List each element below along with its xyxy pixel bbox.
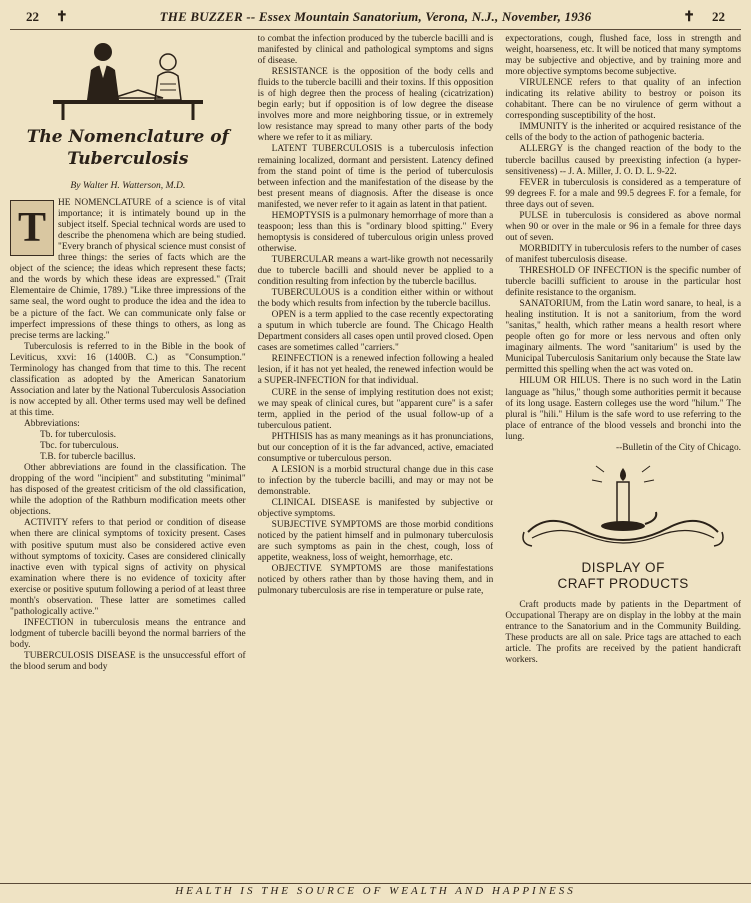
paragraph: Other abbreviations are found in the classification. The dropping of the word "incipient" and substituting "minimal" has disposed of the greatest criticism of the old classification, while the adoption of the Rathburn modification meets other objections.	[10, 463, 246, 518]
page-number-left: 22	[26, 9, 39, 24]
article-intro	[10, 198, 246, 342]
page-header	[10, 6, 741, 30]
cross-icon: ✝	[683, 9, 695, 25]
page-footer-motto: HEALTH IS THE SOURCE OF WEALTH AND HAPPINESS	[0, 883, 751, 901]
paragraph: IMMUNITY is the inherited or acquired resistance of the cells of the body to the action of pathogenic bacteria.	[505, 122, 742, 144]
publication-title: THE BUZZER -- Essex Mountain Sanatorium, Verona, N.J., November, 1936	[159, 9, 592, 24]
paragraph: SUBJECTIVE SYMPTOMS are those morbid conditions noticed by the patient himself and in pulmonary tuberculosis are such symptoms as pain in the chest, cough, loss of appetite, weakness, loss of weight, hemorrhage, etc.	[257, 520, 494, 564]
article-byline: By Walter H. Watterson, M.D.	[70, 180, 186, 191]
paragraph: SANATORIUM, from the Latin word sanare, to heal, is a healing institution. It is not a sanitorium, from the word "sanitas," health, which rather means a health resort where people often go for more or less nervous and often only imaginary ailments. The word "sanitarium" is used by the Municipal Tuberculosis Sanitarium only because the State law permitted this spelling when the act was voted on.	[505, 299, 742, 376]
paragraph: Craft products made by patients in the Department of Occupational Therapy are on display in the lobby at the main entrance to the Sanatorium and in the Community Building. These products are all on sale. Price tags are attached to each article. The profits are received by the patient handicraft workers.	[505, 599, 742, 666]
article-columns	[10, 34, 741, 880]
paragraph: to combat the infection produced by the tubercle bacilli and is manifested by clinical and pathological symptoms and signs of disease.	[257, 34, 494, 67]
doctor-patient-illustration	[10, 34, 246, 122]
paragraph: RESISTANCE is the opposition of the body cells and fluids to the tubercle bacilli and their toxins. If this opposition is of high degree then the process of healing (cicatrization) begin early; but if opposition is of low degree the disease involves more and more neighboring tissue, or in extremely low resistance may spread to many other parts of the body where we refer to it as miliary.	[257, 67, 494, 144]
paragraph: FEVER in tuberculosis is considered as a temperature of 99 degrees F. for a male and 99.5 degrees F. for a female, for three days out of seven.	[505, 177, 742, 210]
page-number-right: 22	[712, 9, 725, 24]
paragraph: CURE in the sense of implying restitution does not exist; we may speak of clinical cures, but "apparent cure" is a safer term, applied in the period of the usual follow-up of a tuberculous patient.	[257, 387, 494, 431]
drop-cap: T	[10, 200, 54, 256]
paragraph: TUBERCULAR means a wart-like growth not necessarily due to tubercle bacilli and should never be applied to a condition resulting from infection by the tubercle bacillus.	[257, 254, 494, 288]
paragraph: Tuberculosis is referred to in the Bible in the book of Leviticus, xxvi: 16 (1400B. C.) as "Consumption." Terminology has changed from that time to this. The recent classification as adopted by the American Sanatorium Association and later by the National Tuberculosis Association is now accepted by all. Other terms used may well be defined at this time.	[10, 341, 246, 418]
paragraph: OBJECTIVE SYMPTOMS are those manifestations noticed by others rather than by those having them, and in pulmonary tuberculosis are rise in temperature or pulse rate,	[257, 564, 494, 597]
article-title: The Nomenclature of Tuberculosis	[26, 127, 229, 169]
list-item: T.B. for tubercle bacillus.	[40, 452, 136, 463]
paragraph: HE NOMENCLATURE of a science is of vital importance; it is intimately bound up in the subject itself. Special technical words are used to describe the phenomena which are being studied. "Every branch of physical science must consist of three things: the series of facts which are the object of the science; the ideas which represent these facts; and the words by which these ideas are expressed." (Trait Elementaire de Chimie, 1789.) "Like three impressions of the same seal, the word ought to produce the idea and the idea to be a picture of the fact. We can communicate only false or imperfect impressions of these things to others, as long as precise terms are lacking."	[10, 198, 246, 341]
paragraph: THRESHOLD OF INFECTION is the specific number of tubercle bacilli sufficient to arouse in the particular host definite resistance to the organism.	[505, 265, 742, 299]
paragraph: TUBERCULOSIS DISEASE is the unsuccessful effort of the blood serum and body	[10, 650, 246, 673]
paragraph: OPEN is a term applied to the case recently expectorating a sputum in which tubercle are found. The Chicago Health Department considers all cases open until proved closed. Open cases are sometimes called "carriers."	[257, 310, 494, 354]
list-item: Tbc. for tuberculous.	[40, 441, 119, 452]
paragraph: HILUM OR HILUS. There is no such word in the Latin language as "hilus," though some authorities permit it because of its long usage. Eastern colleges use the word "hilum." The plural is "hili." Hilum is the safe word to use referring to the place of entrance of the blood vessels and bronchi into the lung.	[505, 376, 742, 442]
paragraph: ALLERGY is the changed reaction of the body to the tubercle bacillus caused by preexisting infection (a hyper-sensitiveness) -- J. A. Miller, J. O. D. L. 9-22.	[505, 144, 742, 177]
column-1	[10, 34, 246, 880]
paragraph: Abbreviations:	[24, 418, 80, 429]
paragraph: CLINICAL DISEASE is manifested by subjective or objective symptoms.	[257, 497, 494, 520]
paragraph: LATENT TUBERCULOSIS is a tuberculosis infection remaining localized, dormant and persistent. Latency defined from the stand point of time is the period of tuberculosis between infection and the manifestation of the disease by the best present means of diagnosis. After the disease is once manifested, we never refer to it again as latent in that patient.	[257, 144, 494, 210]
paragraph: A LESION is a morbid structural change due in this case to infection by the tubercle bacilli, and may or may not be demonstrable.	[257, 464, 494, 497]
paragraph: MORBIDITY in tuberculosis refers to the number of cases of manifest tuberculosis disease.	[505, 243, 742, 265]
paragraph: TUBERCULOUS is a condition either within or without the body which results from infection by the tubercle bacillus.	[257, 288, 494, 310]
column-2	[258, 34, 494, 880]
column-3	[505, 34, 741, 880]
list-item: Tb. for tuberculosis.	[40, 430, 117, 441]
paragraph: expectorations, cough, flushed face, loss in strength and weight, hoarseness, etc. It will be noticed that many symptoms may be subjective and objective, and by training more and more objective symptoms become subjective.	[505, 34, 742, 78]
paragraph: ACTIVITY refers to that period or condition of disease when there are clinical symptoms of toxicity present. Cases with positive sputum must also be considered active even without symptoms of toxicity. Cases are considered clinically inactive even with typical signs of activity on physical examination where there is no evidence of toxicity after exercise or positive sputum following a period of at least three month's observation. These latter are sometimes called "pathologically active."	[10, 518, 246, 617]
paragraph: VIRULENCE refers to that quality of an infection indicating its relative ability to bestroy or poison its cohabitant. There can be no virulence of germ without a corresponding susceptibility of the host.	[505, 78, 742, 122]
paragraph: HEMOPTYSIS is a pulmonary hemorrhage of more than a teaspoon; less than this is "ordinary blood spitting." Every hemoptysis is considered of tuberculous origin unless proved otherwise.	[257, 210, 494, 254]
source-credit: --Bulletin of the City of Chicago.	[616, 442, 742, 453]
candle-lamp-illustration	[505, 462, 741, 558]
cross-icon: ✝	[56, 9, 68, 25]
paragraph: PULSE in tuberculosis is considered as above normal when 90 or over in the male or 96 in a female for three days out of seven.	[505, 210, 742, 243]
paragraph: PHTHISIS has as many meanings as it has pronunciations, but our conception of it is the far advanced, active, emaciated consumptive or tuberculous person.	[257, 431, 494, 464]
paragraph: INFECTION in tuberculosis means the entrance and lodgment of tubercle bacilli beyond the normal barriers of the body.	[10, 617, 246, 650]
display-heading: DISPLAY OF CRAFT PRODUCTS	[557, 559, 689, 591]
paragraph: REINFECTION is a renewed infection following a healed lesion, if it has not yet healed, the renewed infection would be a SUPER-INFECTION for that individual.	[257, 354, 494, 387]
